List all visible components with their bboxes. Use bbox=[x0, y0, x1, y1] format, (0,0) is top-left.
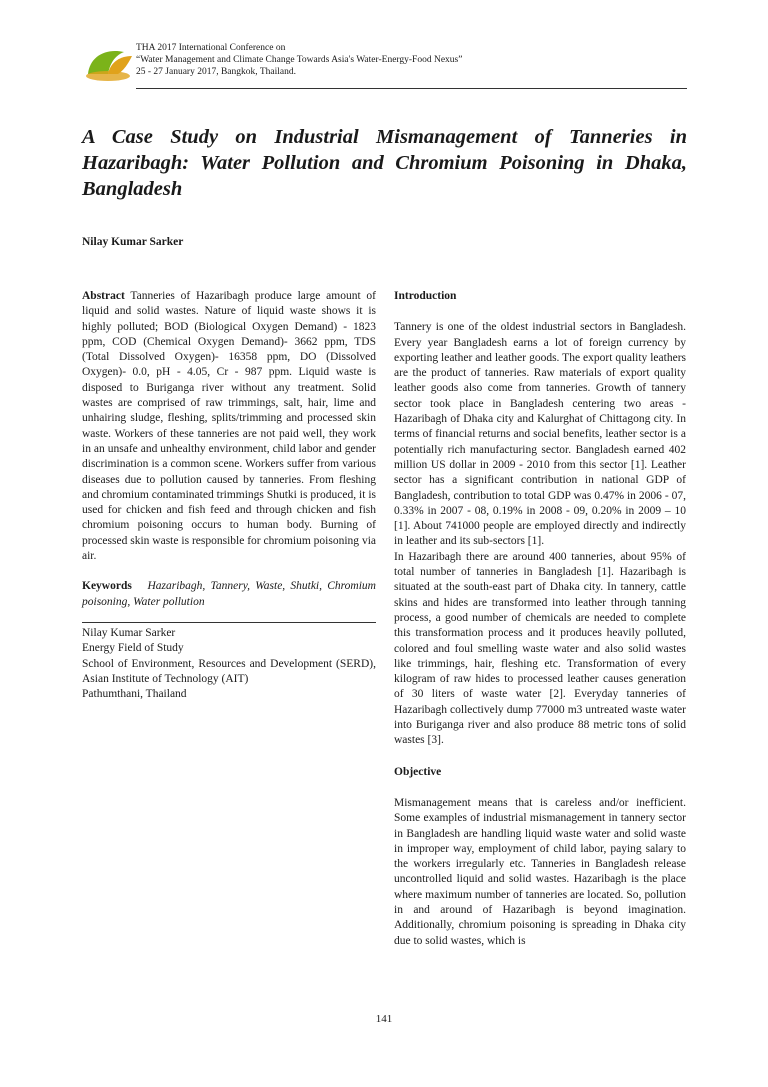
paper-title: A Case Study on Industrial Mismanagement of Tanneries in Hazaribagh: Water Pollution and Chromium Poisoning in Dhaka, Bangladesh bbox=[82, 126, 687, 200]
conference-title: THA 2017 International Conference on bbox=[136, 43, 286, 53]
objective-heading: Objective bbox=[394, 765, 442, 778]
keywords-label: Keywords bbox=[82, 580, 132, 593]
keywords bbox=[82, 579, 376, 610]
affiliation-name: Nilay Kumar Sarker bbox=[82, 626, 176, 639]
page-number: 141 bbox=[375, 1013, 393, 1025]
paper-author: Nilay Kumar Sarker bbox=[82, 236, 184, 248]
keywords-text: Hazaribagh, Tannery, Waste, Shutki, Chromium poisoning, Water pollution bbox=[82, 580, 376, 608]
header-rule bbox=[136, 88, 687, 89]
conference-theme: “Water Management and Climate Change Towards Asia's Water-Energy-Food Nexus” bbox=[136, 55, 463, 65]
introduction-heading: Introduction bbox=[394, 290, 457, 302]
abstract bbox=[82, 289, 376, 564]
abstract-text: Tanneries of Hazaribagh produce large amount of liquid and solid wastes. Nature of liquid waste shows it is highly polluted; BOD (Biological Oxygen Demand) - 1823 ppm, COD (Chemical Oxygen Demand)- 3662 ppm, TDS (Total Dissolved Oxygen)- 16358 ppm, DO (Dissolved Oxygen)- 0.0, pH - 4.05, Cr - 987 ppm. Liquid waste is disposed to Buriganga river without any treatment. Solid wastes are comprised of raw trimmings, salt, hair, lime and unhairing sludge, fleshing, splits/trimming and processed skin waste. Workers of these tanneries are not paid well, they work in an unsafe and unhealthy environment, child labor and gender discrimination is a common scene. Workers suffer from various diseases due to pollution caused by tanneries. From fleshing and chromium contaminated trimmings Shutki is produced, it is used for chicken and fish feed and through chicken and fish chromium poisoning occurs to human body. Burning of processed skin waste is responsible for chromium poisoning via air. bbox=[82, 290, 377, 563]
left-column bbox=[82, 289, 376, 702]
conference-logo bbox=[84, 44, 134, 84]
affiliation-location: Pathumthani, Thailand bbox=[82, 688, 187, 701]
affiliation-school: School of Environment, Resources and Development (SERD), Asian Institute of Technology (AIT) bbox=[82, 657, 376, 685]
conference-header bbox=[84, 40, 687, 90]
introduction-paragraph-2: In Hazaribagh there are around 400 tanneries, about 95% of total number of tanneries in Bangladesh [1]. Hazaribagh is situated at the south-east part of Dhaka city. In tannery, cattle skins and hides are transformed into leather through tanning process, a good number of chemicals are needed to complete this transformation process and it produces heavily polluted, colored and foul smelling waste water and also solid wastes like trimmings, hair, fleshing etc. Transformation of every kilogram of raw hides to processed leather causes generation of 30 liters of waste water [2]. Everyday tanneries of Hazaribagh collectively dump 77000 m3 untreated waste water into Buriganga river and also produce 88 metric tons of solid wastes [3]. bbox=[394, 550, 686, 747]
objective-paragraph-1: Mismanagement means that is careless and/or inefficient. Some examples of industrial mismanagement in tannery sector in Bangladesh are handling liquid waste water and solid waste in improper way, employment of child labor, paying salary to the workers irregularly etc. Tanneries in Bangladesh release uncontrolled liquid and solid wastes. Hazaribagh is the place where maximum number of tanneries are located. So, pollution in and around of Hazaribagh is beyond imagination. Additionally, chromium poisoning is spreading in Dhaka city due to solid wastes, which is bbox=[394, 796, 686, 947]
introduction-paragraph-1: Tannery is one of the oldest industrial sectors in Bangladesh. Every year Bangladesh earns a lot of foreign currency by exporting leather and leather goods. The export quality leathers are the product of tanneries. Raw materials of export quality leather goods also come from tanneries. Growth of tannery sector took place in Bangladesh centering two areas - Hazaribagh of Dhaka city and Kalurghat of Chittagong city. In terms of financial returns and social benefits, leather sector is a potentially rich manufacturing sector. Bangladesh earned 402 million US dollar in 2009 - 2010 from this sector [1]. Leather sector has a significant contribution in national GDP of Bangladesh, contribution to total GDP was 0.47% in 2006 - 07, 0.33% in 2007 - 08, 0.19% in 2008 - 09, 0.20% in 2009 – 10 [1]. About 741000 people are employed directly and indirectly in leather and its sub-sectors [1]. bbox=[394, 321, 686, 548]
right-column bbox=[394, 289, 686, 949]
author-affiliation bbox=[82, 623, 376, 702]
affiliation-field: Energy Field of Study bbox=[82, 642, 184, 655]
abstract-label: Abstract bbox=[82, 290, 125, 302]
conference-date: 25 - 27 January 2017, Bangkok, Thailand. bbox=[136, 67, 296, 77]
conference-info bbox=[136, 42, 462, 78]
